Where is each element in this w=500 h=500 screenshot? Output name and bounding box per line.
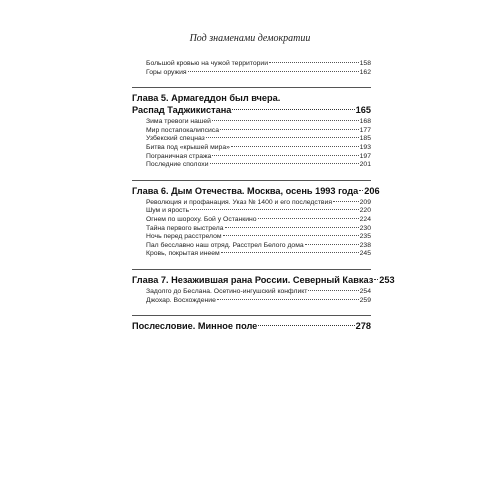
toc-entry[interactable] xyxy=(146,216,371,225)
toc-entry-title: Задолго до Беслана. Осетино-ингушский конфликт xyxy=(146,287,308,295)
dot-leader xyxy=(225,227,359,228)
dot-leader xyxy=(220,129,359,130)
toc-entry[interactable] xyxy=(146,233,371,242)
dot-leader xyxy=(308,290,358,291)
chapter-page: 165 xyxy=(355,105,371,116)
dot-leader xyxy=(212,155,358,156)
toc-entry-title: Огнем по шороху. Бой у Останкино xyxy=(146,215,257,223)
dot-leader xyxy=(190,209,359,210)
toc-entries xyxy=(132,288,371,305)
toc-entry[interactable] xyxy=(146,225,371,234)
toc-entry-title: Большой кровью на чужой территории xyxy=(146,60,269,67)
toc-entry-page: 235 xyxy=(359,233,371,241)
dot-leader xyxy=(210,163,359,164)
afterword xyxy=(132,315,371,332)
toc-entry[interactable] xyxy=(146,144,371,153)
toc-entry[interactable] xyxy=(146,199,371,208)
chapter-7 xyxy=(132,269,395,305)
chapter-title: Глава 7. Незажившая рана России. Северный Кавказ xyxy=(132,274,374,285)
toc-entry-page: 162 xyxy=(359,68,371,76)
dot-leader xyxy=(359,190,363,191)
toc-entry[interactable] xyxy=(146,250,371,259)
dot-leader xyxy=(223,235,359,236)
chapter-title: Послесловие. Минное поле xyxy=(132,321,258,332)
toc-entry-title: Мир постапокалипсиса xyxy=(146,126,219,134)
dot-leader xyxy=(374,279,378,280)
toc-entry[interactable] xyxy=(146,69,371,78)
chapter-title: Глава 6. Дым Отечества. Москва, осень 1993 года xyxy=(132,185,359,196)
toc-entry-page: 185 xyxy=(359,135,371,143)
section-divider xyxy=(132,180,371,181)
toc-entry-title: Пал бесславно наш отряд. Расстрел Белого дома xyxy=(146,241,304,249)
chapter-page: 278 xyxy=(355,321,371,332)
toc-entry[interactable] xyxy=(146,288,371,297)
dot-leader xyxy=(269,62,359,63)
toc-entry-title: Тайна первого выстрела xyxy=(146,224,224,232)
toc-entry-page: 158 xyxy=(359,60,371,67)
dot-leader xyxy=(221,252,359,253)
toc-entry-title: Битва под «крышей мира» xyxy=(146,143,230,151)
chapter-title: Распад Таджикистана xyxy=(132,105,232,116)
toc-entry-page: 238 xyxy=(359,241,371,249)
toc-entry-page: 177 xyxy=(359,126,371,134)
toc-entry-page: 259 xyxy=(359,296,371,304)
dot-leader xyxy=(217,299,359,300)
toc-entry-page: 224 xyxy=(359,215,371,223)
toc-entry[interactable] xyxy=(146,242,371,251)
dot-leader xyxy=(232,109,354,110)
running-head: Под знаменами демократии xyxy=(189,33,311,44)
dot-leader xyxy=(305,244,359,245)
table-of-contents xyxy=(132,60,395,332)
dot-leader xyxy=(333,201,359,202)
dot-leader xyxy=(258,218,359,219)
toc-entries xyxy=(132,118,371,170)
toc-entry-page: 201 xyxy=(359,161,371,169)
toc-entry-page: 230 xyxy=(359,224,371,232)
toc-entry-title: Джохар. Восхождение xyxy=(146,296,216,304)
dot-leader xyxy=(206,137,359,138)
chapter-heading[interactable] xyxy=(132,185,380,197)
dot-leader xyxy=(258,325,354,326)
toc-continuation xyxy=(132,60,371,77)
toc-entry-page: 209 xyxy=(359,198,371,206)
toc-entry-page: 193 xyxy=(359,143,371,151)
toc-entry-page: 220 xyxy=(359,207,371,215)
chapter-6 xyxy=(132,180,380,259)
toc-entry-title: Узбекский спецназ xyxy=(146,135,205,143)
toc-entries xyxy=(132,60,371,77)
toc-entry[interactable] xyxy=(146,207,371,216)
toc-entry-title: Горы оружия xyxy=(146,68,187,76)
chapter-page: 206 xyxy=(364,185,380,196)
toc-entry[interactable] xyxy=(146,161,371,170)
toc-entry-page: 254 xyxy=(359,287,371,295)
toc-entries xyxy=(132,199,371,259)
toc-entry-title: Зима тревоги нашей xyxy=(146,118,211,126)
dot-leader xyxy=(231,146,359,147)
toc-entry-title: Кровь, покрытая инеем xyxy=(146,250,220,258)
chapter-heading[interactable] xyxy=(132,320,371,332)
section-divider xyxy=(132,315,371,316)
toc-entry[interactable] xyxy=(146,297,371,306)
dot-leader xyxy=(212,120,359,121)
chapter-heading[interactable] xyxy=(132,274,395,286)
toc-entry[interactable] xyxy=(146,118,371,127)
toc-entry[interactable] xyxy=(146,153,371,162)
chapter-title[interactable]: Глава 5. Армагеддон был вчера. xyxy=(132,93,281,104)
toc-entry-title: Последние сполохи xyxy=(146,161,209,169)
toc-entry-title: Ночь перед расстрелом xyxy=(146,233,222,241)
section-divider xyxy=(132,269,371,270)
toc-entry-title: Шум и ярость xyxy=(146,207,190,215)
toc-entry-page: 168 xyxy=(359,118,371,126)
section-divider xyxy=(132,87,371,88)
toc-entry-page: 245 xyxy=(359,250,371,258)
dot-leader xyxy=(188,71,359,72)
chapter-5 xyxy=(132,87,371,170)
chapter-heading[interactable] xyxy=(132,104,371,116)
toc-entry-page: 197 xyxy=(359,152,371,160)
toc-entry[interactable] xyxy=(146,60,371,69)
toc-entry-title: Пограничная стража xyxy=(146,152,212,160)
toc-entry[interactable] xyxy=(146,135,371,144)
chapter-page: 253 xyxy=(379,274,395,285)
toc-entry-title: Революция и профанация. Указ № 1400 и его последствия xyxy=(146,198,332,206)
